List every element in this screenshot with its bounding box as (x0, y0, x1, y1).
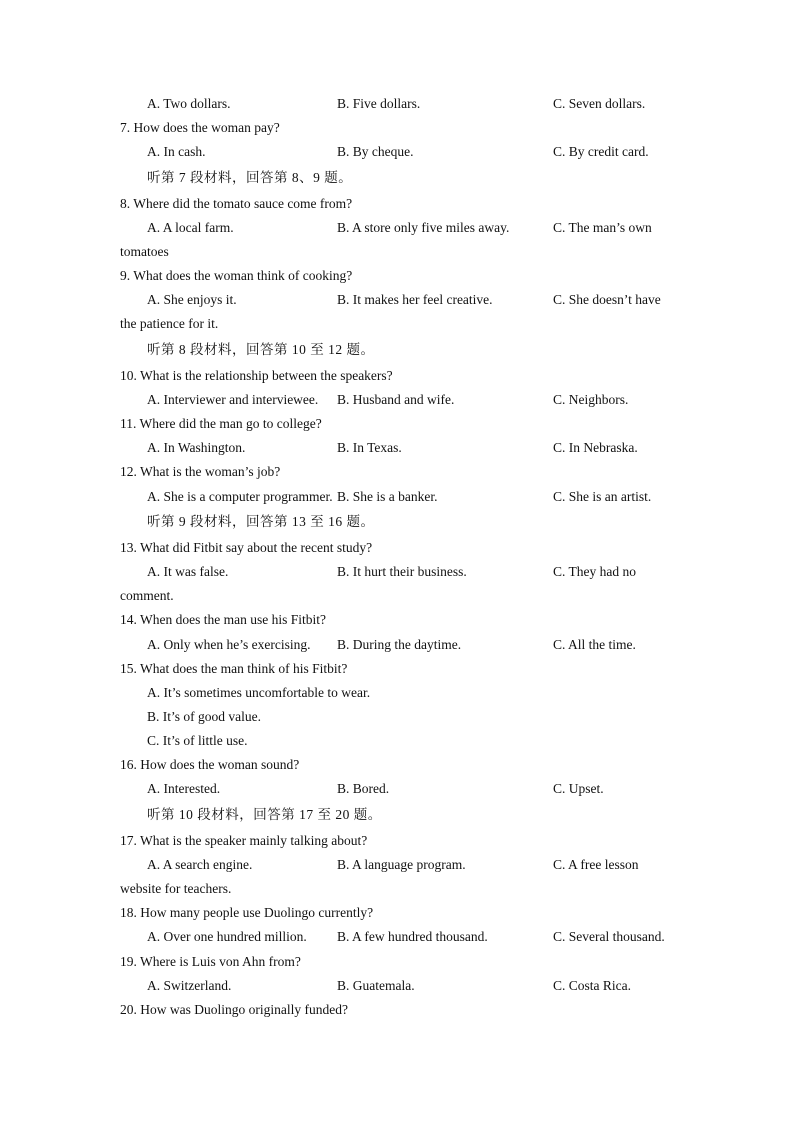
option-b: B. A store only five miles away. (337, 220, 510, 235)
question-text: 10. What is the relationship between the speakers? (120, 368, 393, 383)
question-text: 15. What does the man think of his Fitbit? (120, 661, 348, 676)
question-text: 9. What does the woman think of cooking? (120, 268, 353, 283)
option-a: A. Only when he’s exercising. (147, 637, 311, 652)
question-text: 13. What did Fitbit say about the recent study? (120, 540, 373, 555)
option-b: B. A language program. (337, 857, 466, 872)
option-a: A. A search engine. (147, 857, 253, 872)
option-c: C. Upset. (553, 781, 604, 796)
option-c: C. By credit card. (553, 144, 649, 159)
option-continuation: website for teachers. (120, 881, 232, 896)
option-c: C. Costa Rica. (553, 978, 631, 993)
option-line: B. It’s of good value. (147, 709, 261, 724)
option-a: A. It was false. (147, 564, 229, 579)
option-b: B. It hurt their business. (337, 564, 467, 579)
option-a: A. In cash. (147, 144, 206, 159)
section-instruction: 听第 7 段材料，回答第 8、9 题。 (147, 170, 353, 185)
option-line: C. It’s of little use. (147, 733, 248, 748)
option-line: A. It’s sometimes uncomfortable to wear. (147, 685, 371, 700)
option-c: C. Several thousand. (553, 929, 665, 944)
option-a: A. Interviewer and interviewee. (147, 392, 319, 407)
option-b: B. It makes her feel creative. (337, 292, 493, 307)
option-c: C. She is an artist. (553, 489, 652, 504)
option-a: A. Interested. (147, 781, 221, 796)
option-continuation: comment. (120, 588, 174, 603)
option-b: B. Five dollars. (337, 96, 421, 111)
option-c: C. They had no (553, 564, 636, 579)
option-continuation: the patience for it. (120, 316, 219, 331)
option-c: C. The man’s own (553, 220, 652, 235)
option-a: A. In Washington. (147, 440, 246, 455)
question-text: 11. Where did the man go to college? (120, 416, 322, 431)
option-c: C. Neighbors. (553, 392, 629, 407)
option-c: C. A free lesson (553, 857, 639, 872)
question-text: 18. How many people use Duolingo currently? (120, 905, 374, 920)
option-b: B. Bored. (337, 781, 390, 796)
section-instruction: 听第 10 段材料，回答第 17 至 20 题。 (147, 807, 382, 822)
question-text: 16. How does the woman sound? (120, 757, 300, 772)
option-b: B. A few hundred thousand. (337, 929, 488, 944)
question-text: 12. What is the woman’s job? (120, 464, 281, 479)
section-instruction: 听第 8 段材料，回答第 10 至 12 题。 (147, 342, 375, 357)
option-a: A. Over one hundred million. (147, 929, 307, 944)
option-a: A. She is a computer programmer. (147, 489, 333, 504)
question-text: 8. Where did the tomato sauce come from? (120, 196, 353, 211)
question-text: 20. How was Duolingo originally funded? (120, 1002, 348, 1017)
option-a: A. Switzerland. (147, 978, 232, 993)
option-b: B. Husband and wife. (337, 392, 455, 407)
option-c: C. All the time. (553, 637, 636, 652)
option-a: A. A local farm. (147, 220, 234, 235)
question-text: 19. Where is Luis von Ahn from? (120, 954, 301, 969)
question-text: 7. How does the woman pay? (120, 120, 280, 135)
option-b: B. In Texas. (337, 440, 402, 455)
section-instruction: 听第 9 段材料，回答第 13 至 16 题。 (147, 514, 375, 529)
option-c: C. She doesn’t have (553, 292, 661, 307)
option-c: C. Seven dollars. (553, 96, 646, 111)
option-b: B. By cheque. (337, 144, 414, 159)
option-a: A. She enjoys it. (147, 292, 237, 307)
option-b: B. She is a banker. (337, 489, 438, 504)
question-text: 14. When does the man use his Fitbit? (120, 612, 326, 627)
option-b: B. Guatemala. (337, 978, 415, 993)
option-continuation: tomatoes (120, 244, 169, 259)
option-a: A. Two dollars. (147, 96, 231, 111)
option-c: C. In Nebraska. (553, 440, 638, 455)
option-b: B. During the daytime. (337, 637, 462, 652)
question-text: 17. What is the speaker mainly talking about? (120, 833, 368, 848)
